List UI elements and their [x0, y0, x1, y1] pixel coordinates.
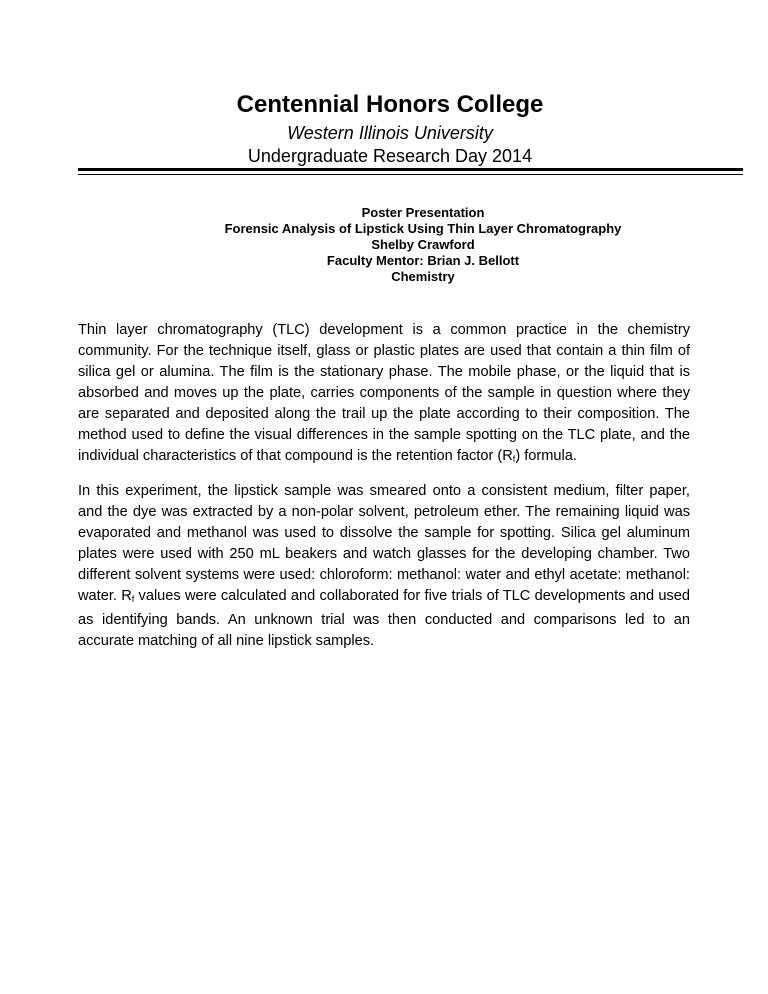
abstract-paragraph-1-text-end: ) formula.: [515, 448, 577, 464]
abstract-paragraph-1-text: Thin layer chromatography (TLC) development is a common practice in the chemistry community. For the technique itself, glass or plastic plates are used that contain a thin film of silica gel or alumina. The film is the stationary phase. The mobile phase, or the liquid that is absorbed and moves up the plate, carries components of the sample in question where they are separated and deposited along the trail up the plate according to their composition. The method used to define the visual differences in the sample spotting on the TLC plate, and the individual characteristics of that compound is the retention factor (R: [78, 322, 690, 464]
author-name: Shelby Crawford: [371, 237, 475, 252]
abstract-paragraph-2-text-end: values were calculated and collaborated for five trials of TLC developments and used as identifying bands. An unknown trial was then conducted and comparisons led to an accurate matching of all nine lipstick samples.: [78, 588, 690, 649]
abstract-paragraph-2: [78, 481, 690, 652]
abstract-paragraph-2-text: In this experiment, the lipstick sample was smeared onto a consistent medium, filter paper, and the dye was extracted by a non-polar solvent, petroleum ether. The remaining liquid was evaporated and methanol was used to dissolve the sample for spotting. Silica gel aluminum plates were used with 250 mL beakers and watch glasses for the developing chamber. Two different solvent systems were used: chloroform: methanol: water and ethyl acetate: methanol: water. R: [78, 483, 690, 604]
presentation-title: Forensic Analysis of Lipstick Using Thin Layer Chromatography: [224, 221, 622, 236]
university-name: Western Illinois University: [287, 123, 493, 143]
header-divider-thin: [78, 174, 743, 175]
document-header: [0, 90, 768, 168]
college-name: Centennial Honors College: [236, 91, 544, 118]
abstract-paragraph-1: [78, 320, 690, 470]
rf-subscript: f: [131, 594, 135, 604]
header-divider-thick: [78, 168, 743, 171]
rf-subscript: f: [512, 454, 516, 464]
event-name: Undergraduate Research Day 2014: [247, 146, 533, 166]
presentation-info: [78, 205, 768, 285]
faculty-mentor: Faculty Mentor: Brian J. Bellott: [326, 253, 520, 268]
abstract-body: [78, 320, 690, 663]
presentation-type: Poster Presentation: [361, 205, 485, 220]
department: Chemistry: [391, 269, 455, 284]
